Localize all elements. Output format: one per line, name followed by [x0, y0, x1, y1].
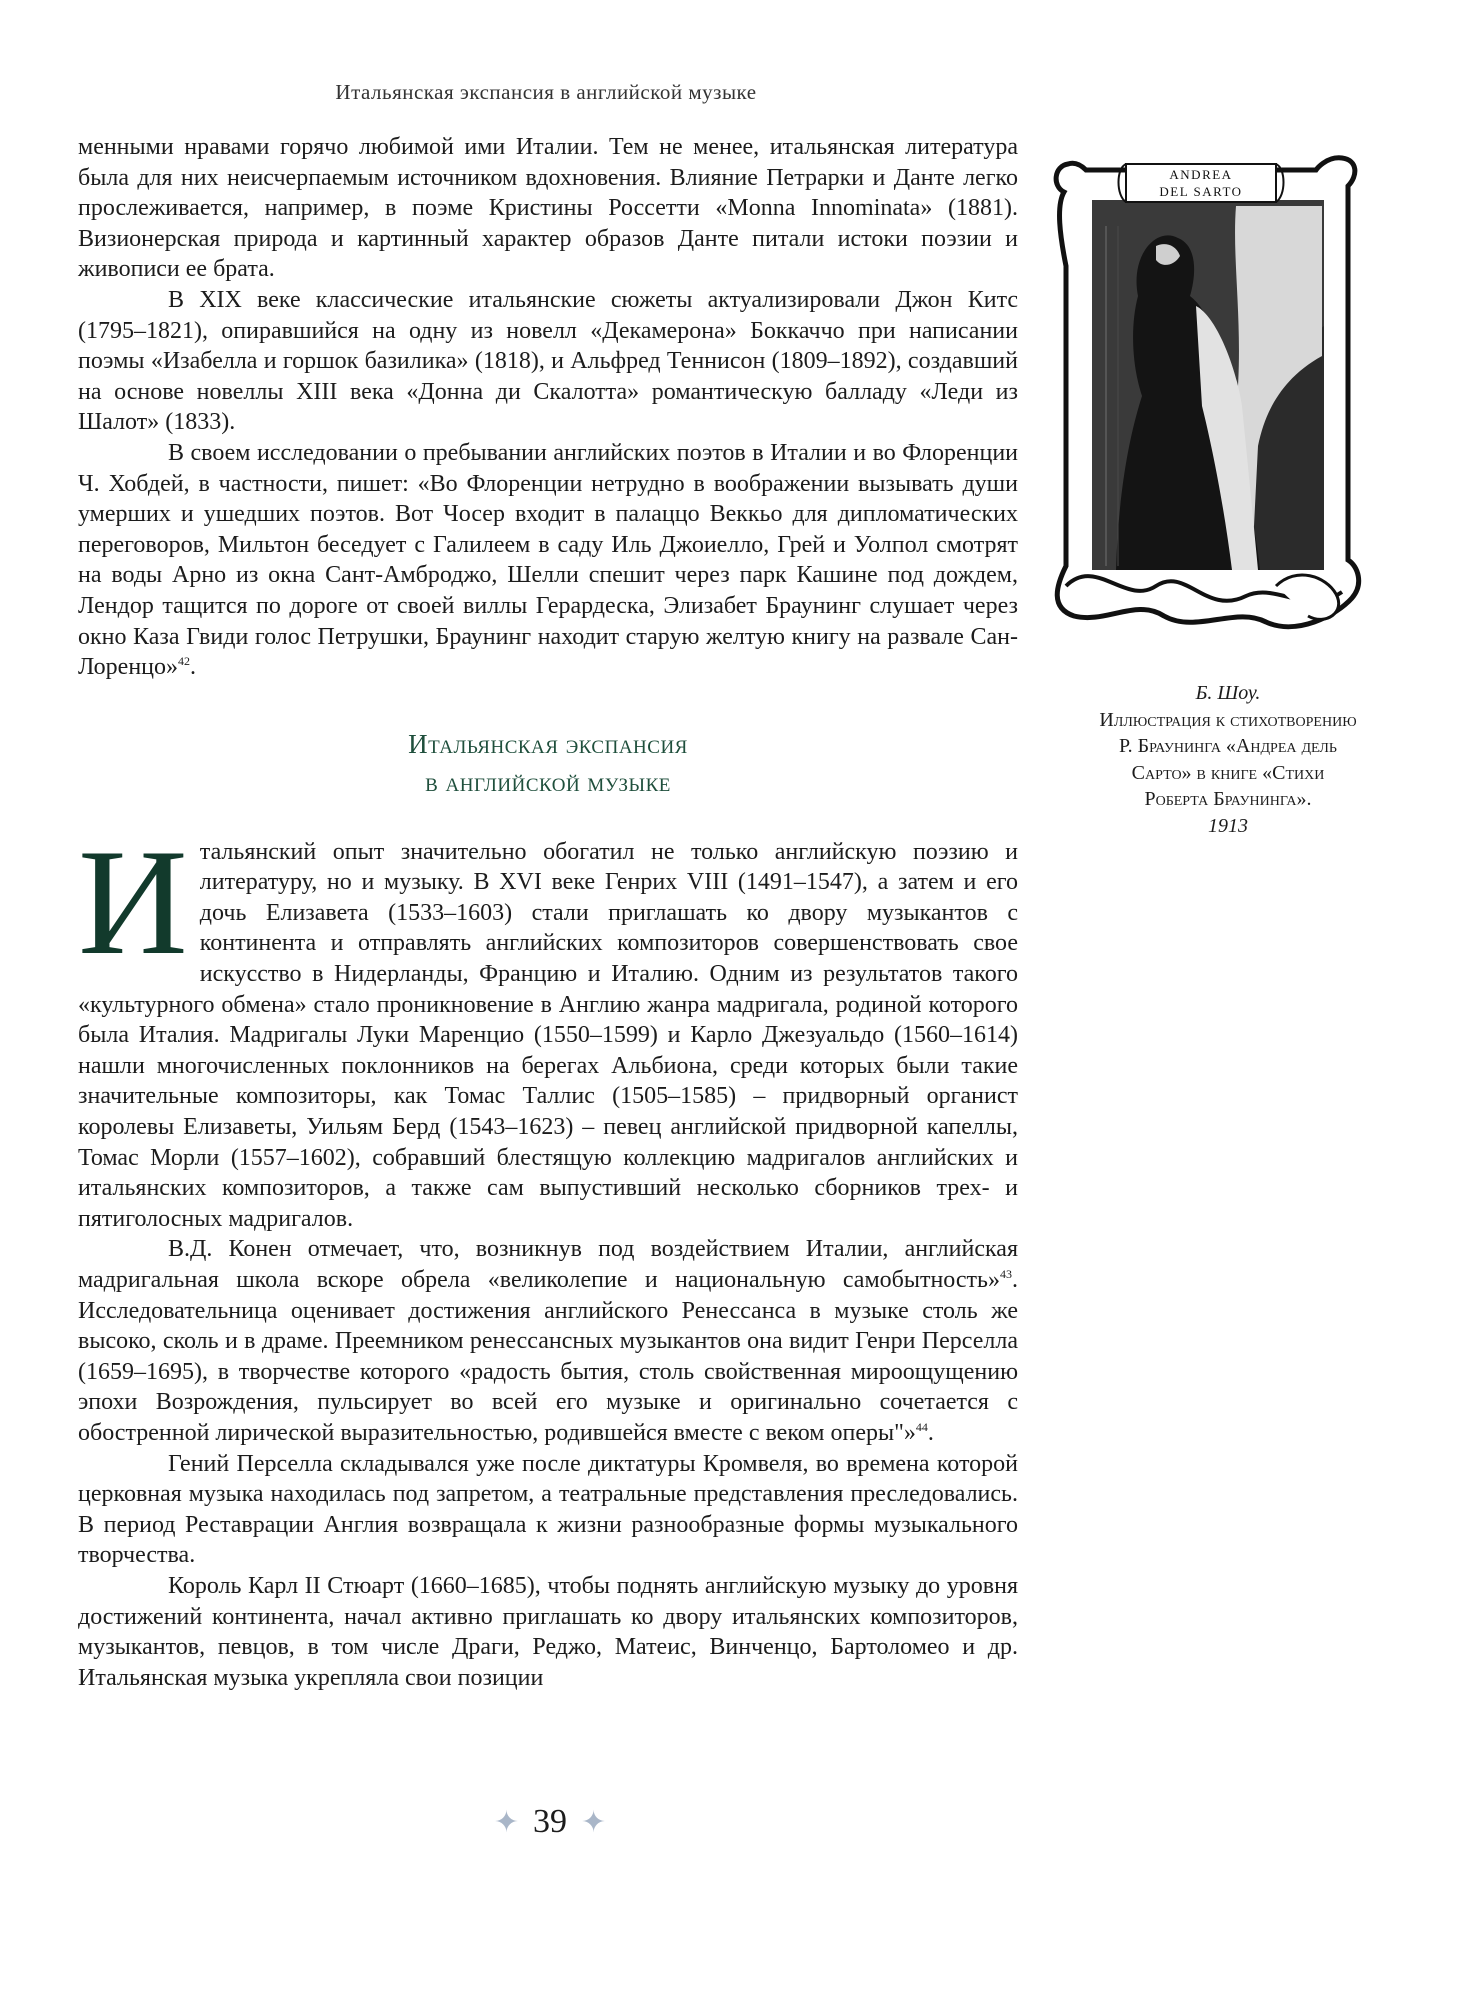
illustration-banner-line1: ANDREA [1169, 167, 1233, 182]
illustration-andrea-del-sarto [1046, 146, 1368, 642]
paragraph: Король Карл II Стюарт (1660–1685), чтобы поднять английскую музыку до уровня достижений континента, начал активно приглашать ко двору итальянских композиторов, музыкантов, певцов, в том числе Драги, Реджо, Матеис, Винченцо, Бартоломео и др. Итальянская музыка укрепляла свои позиции [78, 1572, 1018, 1691]
star-ornament-icon: ✦ [581, 1805, 607, 1839]
paragraph-text: В.Д. Конен отмечает, что, возникнув под воздействием Италии, английская мадригальная школа вскоре обрела «великолепие и национальную самобытность» [78, 1236, 1018, 1293]
paragraph-text: В своем исследовании о пребывании английских поэтов в Италии и во Флоренции Ч. Хобдей, в частности, пишет: «Во Флоренции нетрудно в воображении вызывать души умерших и ушедших поэтов. Вот Чосер входит в палаццо Веккьо для дипломатических переговоров, Мильтон беседует с Галилеем в саду Иль Джоиелло, Грей и Уолпол смотрят на воды Арно из окна Сант-Амброджо, Шелли спешит через парк Кашине под дождем, Лендор тащится по дороге от своей виллы Герардеска, Элизабет Браунинг слушает через окно Каза Гвиди голос Петрушки, Браунинг находит старую желтую книгу на развале Сан-Лоренцо» [78, 439, 1018, 681]
footnote-ref: 42 [178, 654, 191, 669]
footnote-ref: 43 [1000, 1267, 1012, 1281]
star-ornament-icon: ✦ [493, 1805, 519, 1839]
paragraph: В своем исследовании о пребывании английских поэтов в Италии и во Флоренции Ч. Хобдей, в частности, пишет: «Во Флоренции нетрудно в воображении вызывать души умерших и ушедших поэтов. Вот Чосер входит в палаццо Веккьо для дипломатических переговоров, Мильтон беседует с Галилеем в саду Иль Джоиелло, Грей и Уолпол смотрят на воды Арно из окна Сант-Амброджо, Шелли спешит через парк Кашине под дождем, Лендор тащится по дороге от своей виллы Герардеска, Элизабет Браунинг слушает через окно Каза Гвиди голос Петрушки, Браунинг находит старую желтую книгу на развале Сан-Лоренцо»$^{42}$. [78, 439, 1018, 681]
drop-cap: И [78, 817, 188, 986]
page-footer [470, 1803, 630, 1841]
paragraph: менными нравами горячо любимой ими Италии. Тем не менее, итальянская литература была для них неисчерпаемым источником вдохновения. Влияние Петрарки и Данте легко прослеживается, например, в поэме Кристины Россетти «Monna Innominata» (1881). Визионерская природа и картинный характер образов Данте питали истоки поэзии и живописи ее брата. [78, 134, 1018, 283]
caption-author: Б. Шоу. [1195, 682, 1261, 704]
page-number: 39 [533, 1803, 567, 1840]
section-title-line1: Итальянская экспансия [408, 728, 688, 759]
paragraph [78, 1234, 1018, 1448]
illustration-caption [1098, 680, 1358, 839]
section-title [78, 725, 1018, 801]
paragraph-text: тальянский опыт значительно обогатил не только английскую поэзию и литературу, но и музыку. В XVI веке Генрих VIII (1491–1547), а затем и его дочь Елизавета (1533–1603) стали приглашать ко двору музыкантов с континента и отправлять английских композиторов совершенствовать свое искусство в Нидерланды, Францию и Италию. Одним из результатов такого «культурного обмена» стало проникновение в Англию жанра мадригала, родиной которого была Италия. Мадригалы Луки Маренцио (1550–1599) и Карло Джезуальдо (1560–1614) нашли многочисленных поклонников на берегах Альбиона, среди которых были такие значительные композиторы, как Томас Таллис (1505–1585) – придворный органист королевы Елизаветы, Уильям Берд (1543–1623) – певец английской придворной капеллы, Томас Морли (1557–1602), собравший блестящую коллекцию мадригалов английских и итальянских композиторов, а также сам выпустивший несколько сборников трех- и пятиголосных мадригалов. [78, 838, 1018, 1232]
main-text [78, 132, 1018, 1693]
paragraph: Гений Перселла складывался уже после диктатуры Кромвеля, во времена которой церковная музыка находилась под запретом, а театральные представления преследовались. В период Реставрации Англия возвращала к жизни разнообразные формы музыкального творчества. [78, 1450, 1018, 1569]
paragraph-dropcap [78, 817, 1018, 1235]
paragraph-text: . [927, 1419, 934, 1446]
footnote-ref: 44 [915, 1419, 928, 1434]
paragraph: В XIX веке классические итальянские сюжеты актуализировали Джон Китс (1795–1821), опиравшийся на одну из новелл «Декамерона» Боккаччо при написании поэмы «Изабелла и горшок базилика» (1818), и Альфред Теннисон (1809–1892), создавший на основе новеллы XIII века «Донна ди Скалотта» романтическую балладу «Леди из Шалот» (1833). [78, 286, 1018, 436]
section-title-line2: в английской музыке [425, 766, 671, 797]
caption-year: 1913 [1208, 814, 1248, 837]
running-head: Итальянская экспансия в английской музыке [335, 80, 757, 104]
illustration-banner-line2: DEL SARTO [1159, 184, 1243, 199]
caption-body: Иллюстрация к стихотворению Р. Браунинга «Андреа дель Сарто» в книге «Стихи Роберта Браунинга». [1099, 708, 1357, 810]
paragraph-text: . Исследовательница оценивает достижения английского Ренессанса в музыке столь же высоко, сколь и в драме. Преемником ренессансных музыкантов она видит Генри Перселла (1659–1695), в творчестве которого «радость бытия, столь свойственная мироощущению эпохи Возрождения, пульсирует во всей его музыке и оригинально сочетается с обостренной лирической выразительностью, родившейся вместе с веком оперы"» [78, 1267, 1018, 1446]
